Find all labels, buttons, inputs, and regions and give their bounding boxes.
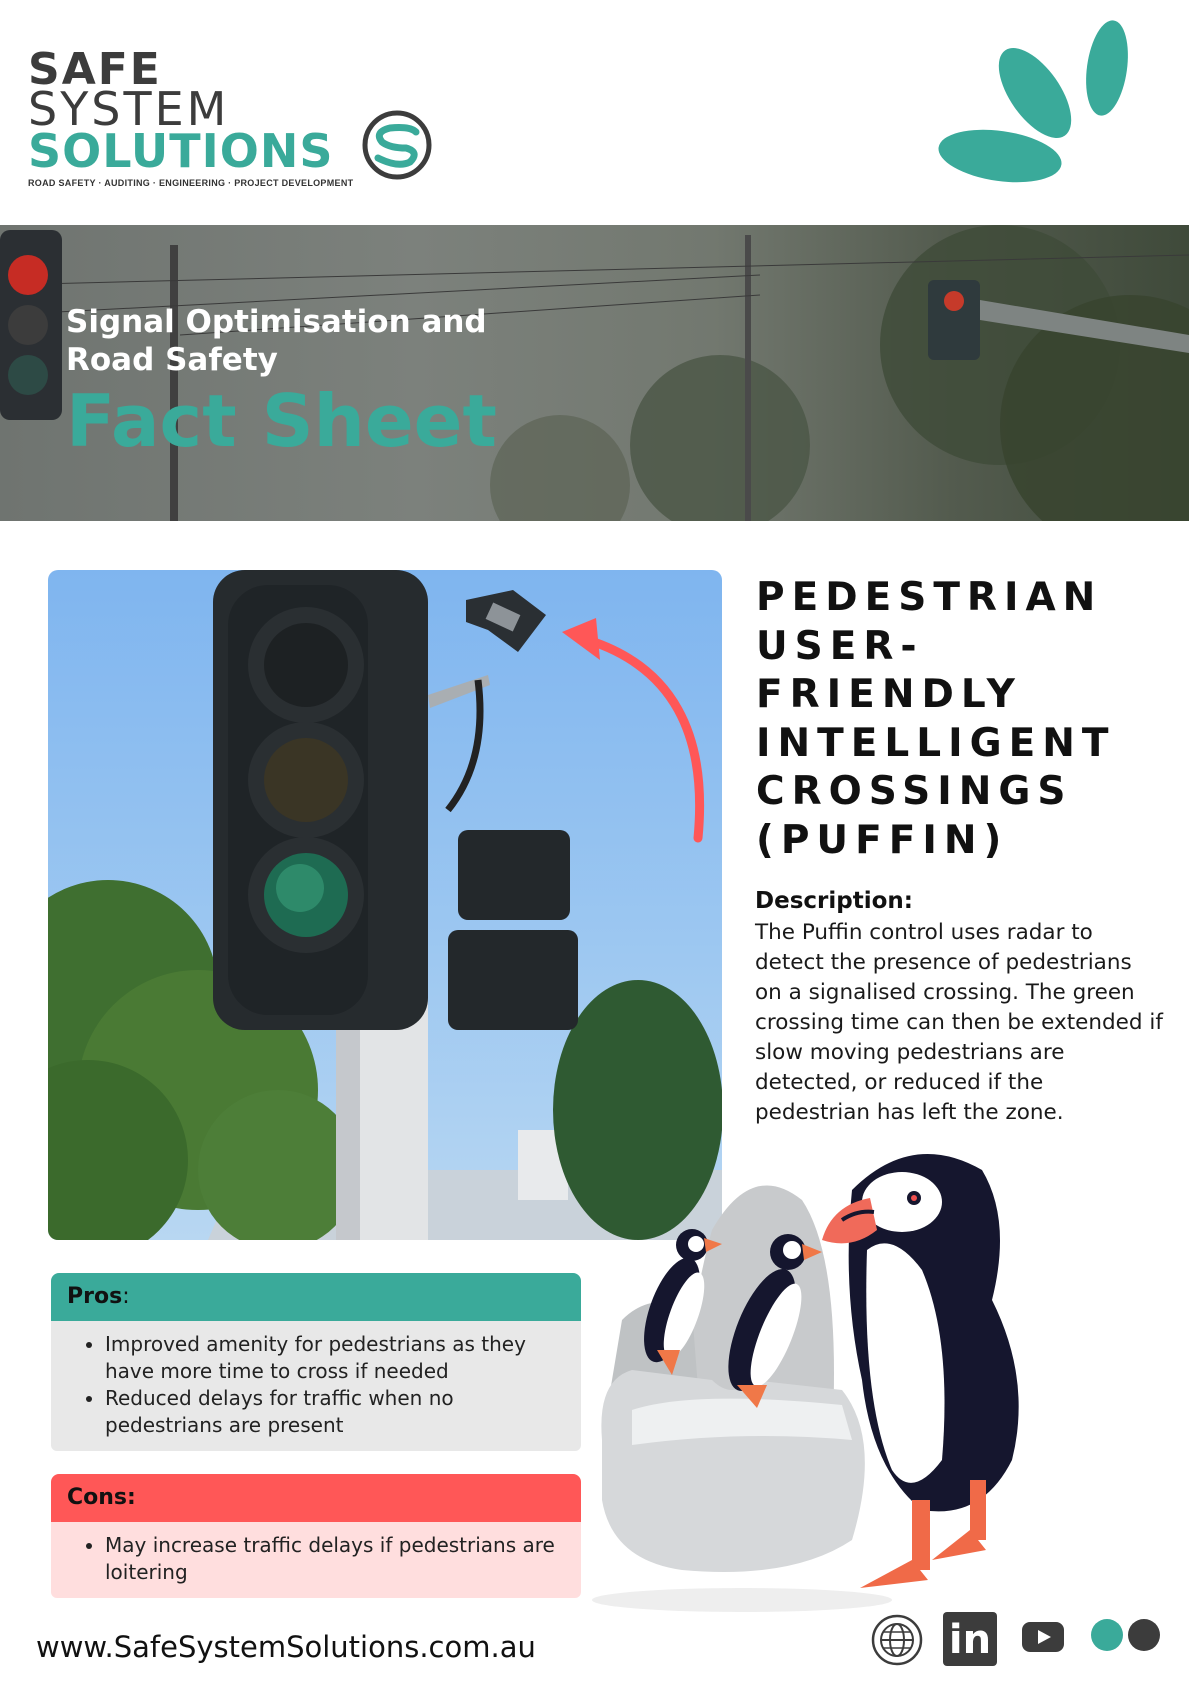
logo-s-mark-icon	[360, 108, 434, 182]
banner-title: Fact Sheet	[66, 379, 497, 463]
cons-body	[51, 1522, 581, 1598]
cons-list	[71, 1532, 561, 1586]
list-item: • Improved amenity for pedestrians as they have more time to cross if needed	[105, 1331, 561, 1385]
description-label: Description:	[755, 888, 913, 914]
logo-line-solutions: SOLUTIONS	[28, 124, 334, 178]
website-link[interactable]: www.SafeSystemSolutions.com.au	[36, 1630, 536, 1664]
leaf-decoration-icon	[925, 8, 1155, 188]
pros-header	[51, 1273, 581, 1321]
linkedin-icon[interactable]: in	[943, 1612, 997, 1666]
cons-label: Cons:	[67, 1485, 136, 1510]
pros-body	[51, 1321, 581, 1451]
pros-panel	[51, 1273, 581, 1451]
logo-line-safe: SAFE	[28, 44, 162, 95]
header-banner	[0, 225, 1189, 521]
logo-line-system: SYSTEM	[28, 82, 230, 136]
teal-dot-icon	[1091, 1619, 1123, 1651]
puffin-illustration	[592, 1140, 1189, 1630]
banner-subtitle: Signal Optimisation and Road Safety	[66, 304, 487, 378]
logo-tagline: ROAD SAFETY · AUDITING · ENGINEERING · PROJECT DEVELOPMENT	[28, 178, 354, 188]
dark-dot-icon	[1128, 1619, 1160, 1651]
cons-panel	[51, 1474, 581, 1598]
globe-icon[interactable]	[870, 1612, 924, 1668]
pros-label: Pros	[67, 1284, 123, 1309]
list-item: • Reduced delays for traffic when no pedestrians are present	[105, 1385, 561, 1439]
pros-colon: :	[122, 1284, 130, 1309]
page-heading: PEDESTRIAN USER-FRIENDLY INTELLIGENT CROSSINGS (PUFFIN)	[756, 575, 1116, 863]
description-text: The Puffin control uses radar to detect the presence of pedestrians on a signalised crossing. The green crossing time can then be extended if slow moving pedestrians are detected, or reduced if the pedestrian has left the zone.	[755, 920, 1163, 1125]
youtube-icon[interactable]	[1022, 1622, 1064, 1652]
list-item: • May increase traffic delays if pedestrians are loitering	[105, 1532, 561, 1586]
pros-list	[71, 1331, 561, 1439]
cons-header	[51, 1474, 581, 1522]
